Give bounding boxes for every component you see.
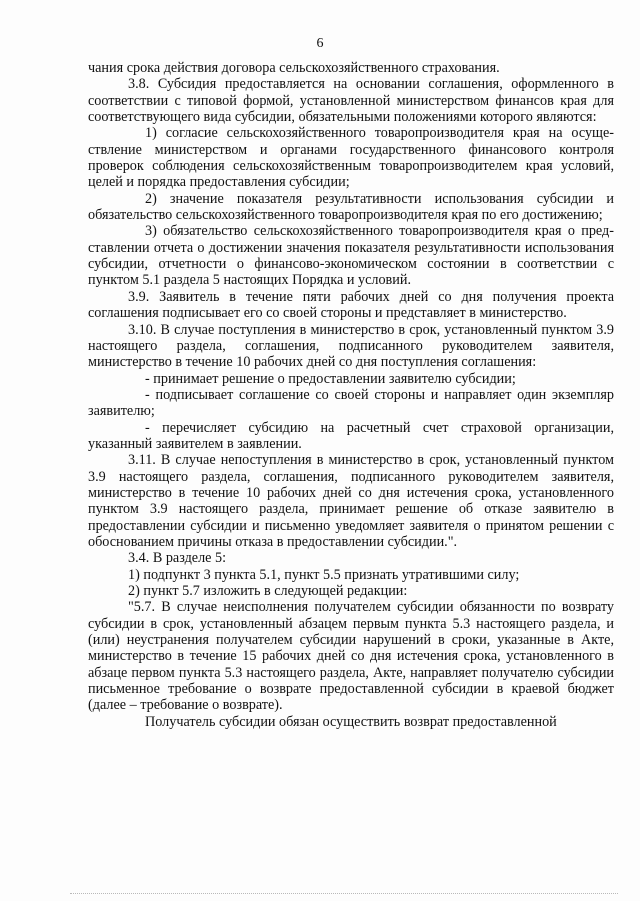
paragraph-continuation: чания срока действия договора сельскохозяйственного страхования. [88, 60, 500, 76]
clause-3-9: 3.9. Заявитель в течение пяти рабочих дней со дня получения проекта соглашения подписывает его со своей стороны и представляет в министерство. [88, 288, 614, 322]
clause-3-8-item-3: 3) обязательство сельскохозяйственного товаропроизводителя края о представлении отчета о достижении значения показателя результативности использования субсидии, отчетности о финансово-экономическом состоянии в соответствии с пунктом 5.1 раздела 5 настоящих Порядка и условий. [88, 223, 614, 289]
clause-3-10: 3.10. В случае поступления в министерство в срок, установленный пунктом 3.9 настоящего раздела, соглашения, подписанного руководителем заявителя, министерство в течение 10 рабочих дней со дня поступления соглашения: [88, 321, 614, 371]
scan-bottom-rule [70, 893, 618, 894]
page-number: 6 [316, 36, 324, 51]
clause-3-10-bullet-2: - подписывает соглашение со своей стороны и направляет один экземпляр заявителю; [88, 386, 614, 420]
clause-3-10-bullet-1: - принимает решение о предоставлении заявителю субсидии; [145, 370, 516, 387]
section-3-4-item-1: 1) подпункт 3 пункта 5.1, пункт 5.5 признать утратившими силу; [128, 566, 520, 583]
clause-3-11: 3.11. В случае непоступления в министерство в срок, установленный пунктом 3.9 настоящего раздела, соглашения, подписанного руководителем заявителя, министерство в течение 10 рабочих дней со дня истечения срока, установленного пунктом 3.9 настоящего раздела, принимает решение об отказе заявителю в предоставлении субсидии и письменно уведомляет заявителя о принятом решении с обоснованием причины отказа в предоставлении субсидии.". [88, 452, 614, 550]
page-body [88, 60, 614, 730]
clause-3-8: 3.8. Субсидия предоставляется на основании соглашения, оформленного в соответствии с типовой формой, установленной министерством финансов края для соответствующего вида субсидии, обязательными положениями которого являются: [88, 76, 614, 126]
section-3-4-heading: 3.4. В разделе 5: [128, 550, 227, 567]
section-3-4-item-2: 2) пункт 5.7 изложить в следующей редакции: [128, 583, 408, 599]
clause-3-10-bullet-3: - перечисляет субсидию на расчетный счет страховой организации, указанный заявителем в заявлении. [88, 419, 614, 452]
clause-3-8-item-2: 2) значение показателя результативности использования субсидии и обязательство сельскохозяйственного товаропроизводителя края по его достижению; [88, 190, 614, 224]
clause-5-7: "5.7. В случае неисполнения получателем субсидии обязанности по возврату субсидии в срок, установленный абзацем первым пункта 5.3 настоящего раздела, и (или) неустранения получателем субсидии нарушений в сроки, указанные в Акте, министерство в течение 15 рабочих дней со дня истечения срока, установленного в абзаце первом пункта 5.3 настоящего раздела, Акте, направляет получателю субсидии письменное требование о возврате предоставленной субсидии в краевой бюджет (далее – требование о возврате). [88, 599, 614, 714]
clause-3-8-item-1: 1) согласие сельскохозяйственного товаропроизводителя края на осуществление министерством и органами государственного финансового контроля проверок соблюдения сельскохозяйственным товаропроизводителем края условий, целей и порядка предоставления субсидии; [88, 125, 614, 191]
clause-5-7-continuation: Получатель субсидии обязан осуществить возврат предоставленной [145, 713, 557, 730]
